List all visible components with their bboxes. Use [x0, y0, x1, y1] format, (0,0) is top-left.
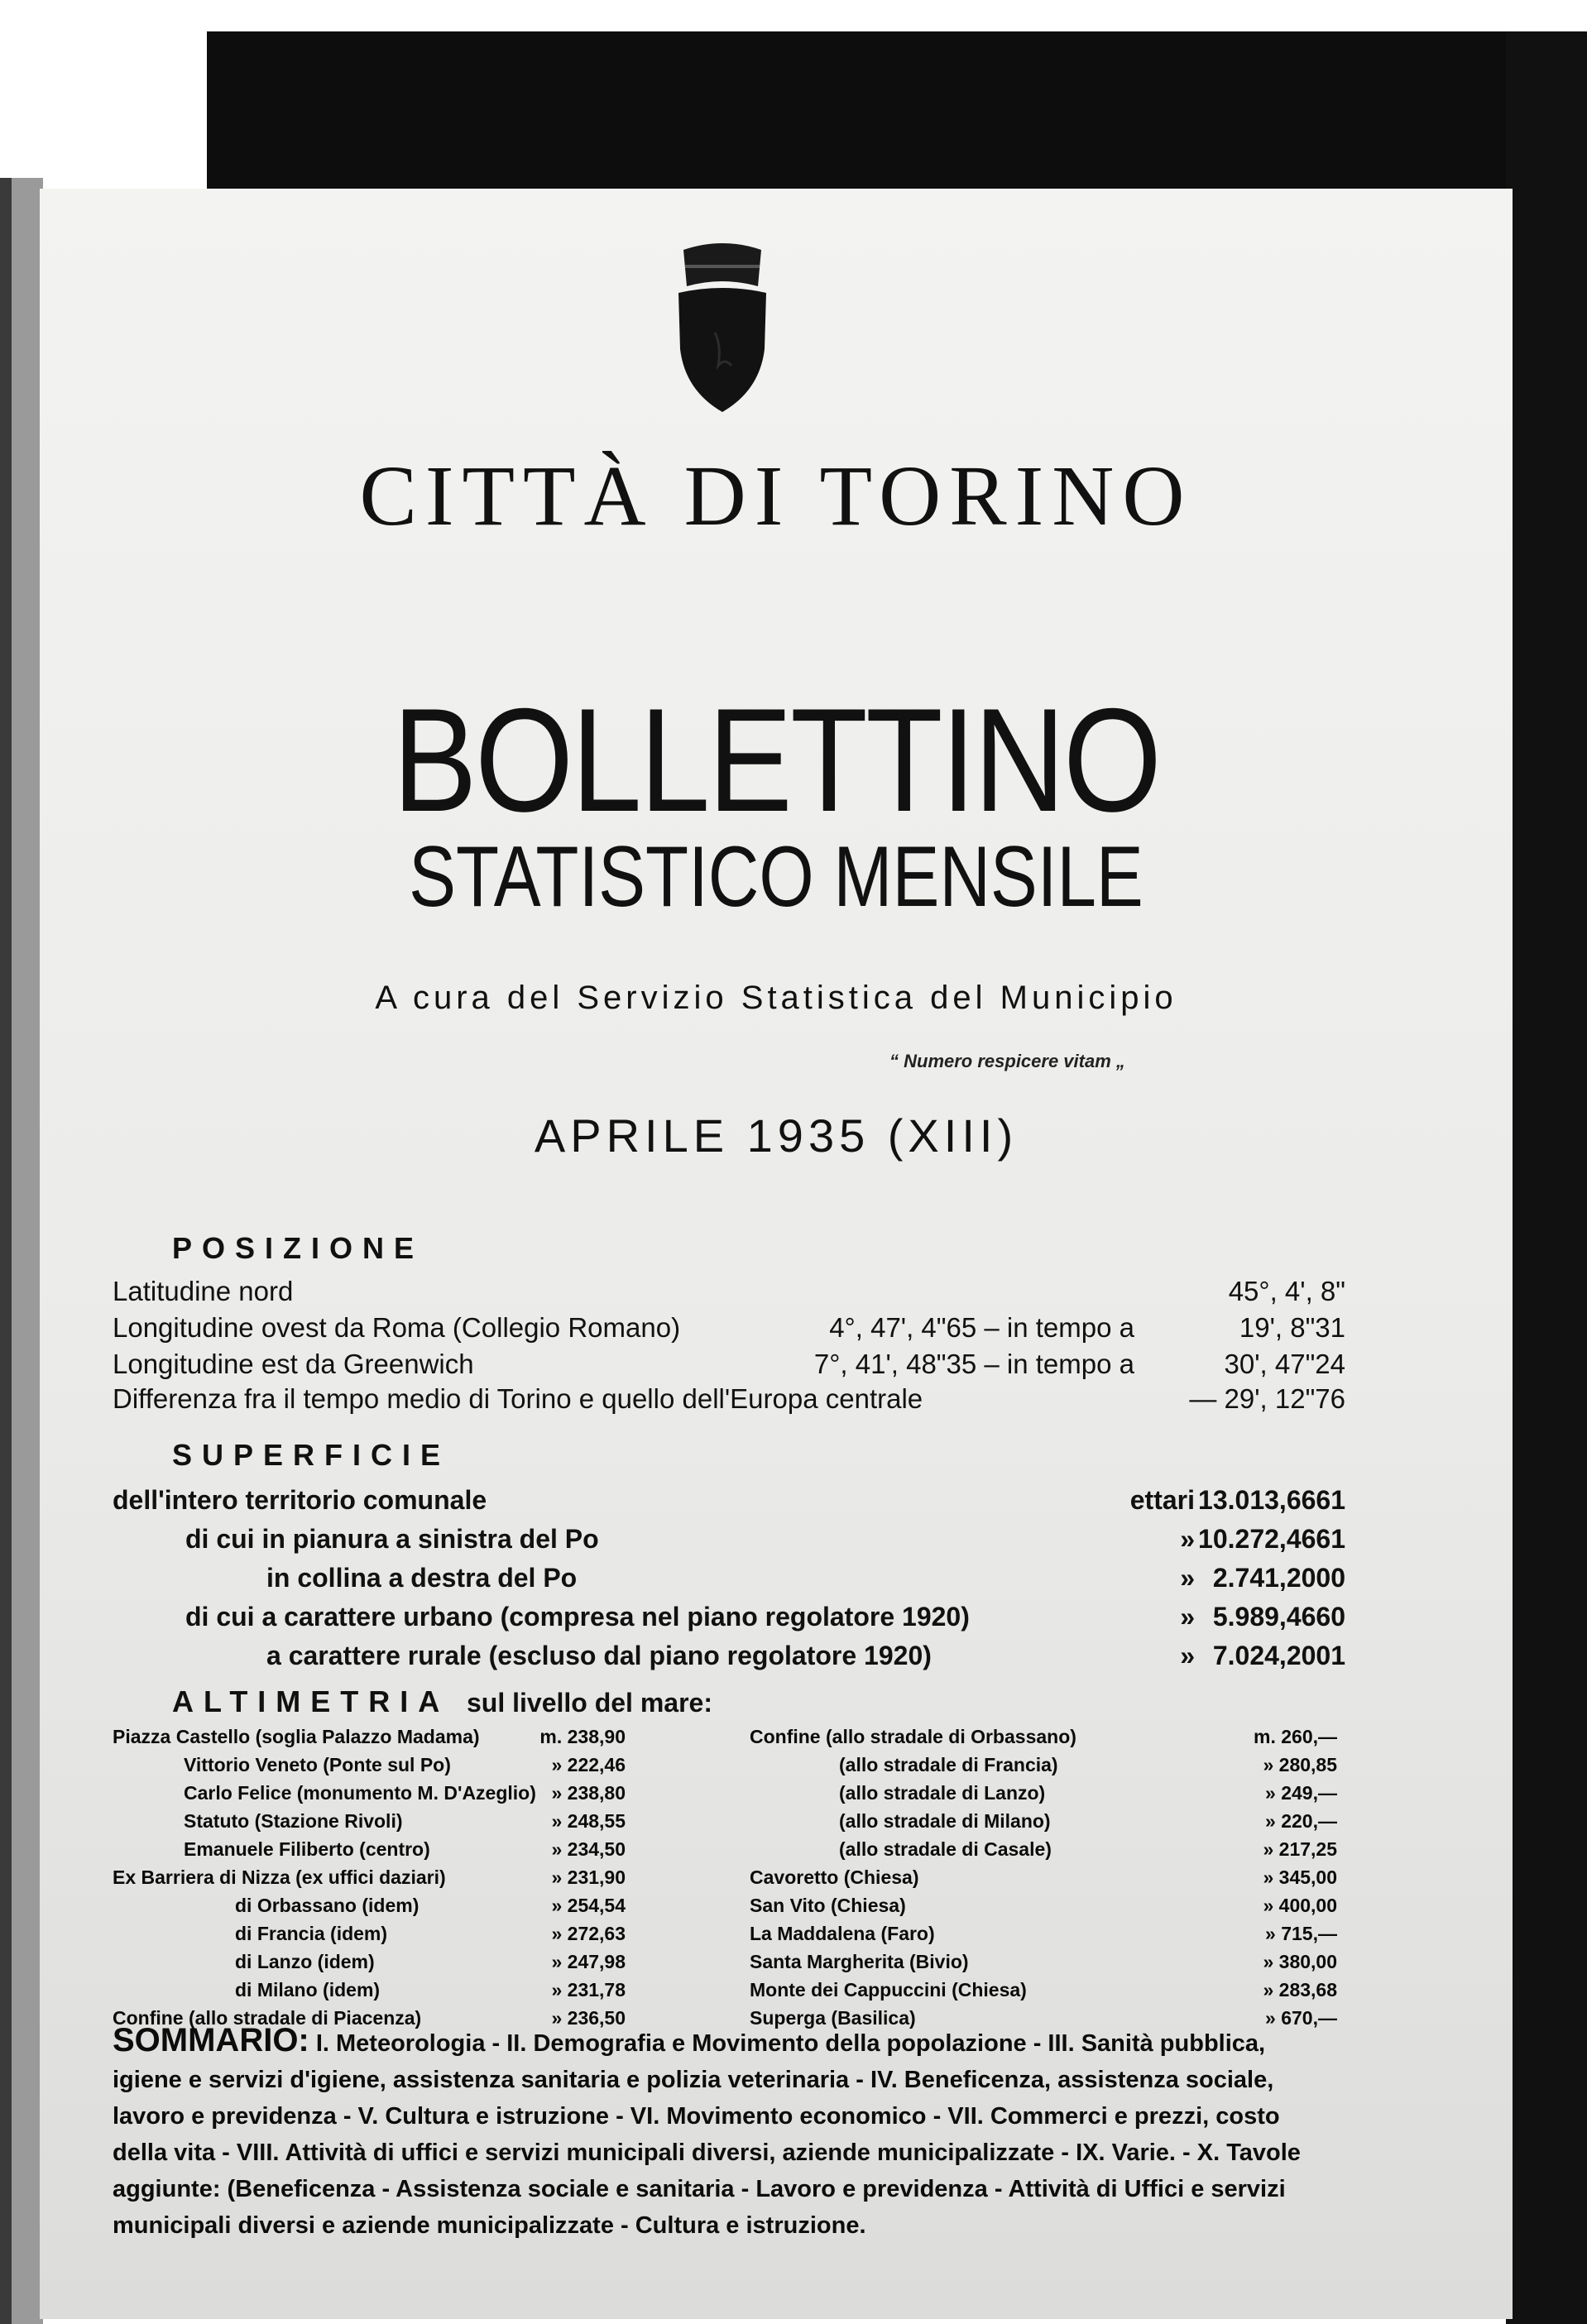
altitude-left-row	[113, 1754, 626, 1782]
row-value: » 272,63	[551, 1923, 626, 1944]
altitude-right-row	[750, 1951, 1337, 1979]
area-row	[113, 1641, 1345, 1679]
row-value: » 220,—	[1265, 1810, 1337, 1832]
altitude-left-row	[113, 1866, 626, 1895]
altitude-right-row	[750, 1923, 1337, 1951]
row-label: Cavoretto (Chiesa)	[750, 1866, 919, 1888]
row-label: Statuto (Stazione Rivoli)	[184, 1810, 403, 1832]
row-value: » 217,25	[1263, 1838, 1337, 1860]
row-label: di cui a carattere urbano (compresa nel piano regolatore 1920)	[185, 1602, 970, 1632]
row-label: Confine (allo stradale di Piacenza)	[113, 2007, 422, 2029]
row-value: m. 238,90	[539, 1726, 626, 1747]
area-row	[113, 1563, 1345, 1601]
row-value: » 236,50	[551, 2007, 626, 2029]
section-heading-superficie: SUPERFICIE	[172, 1438, 451, 1472]
row-label: Emanuele Filiberto (centro)	[184, 1838, 430, 1860]
row-value: » 670,—	[1265, 2007, 1337, 2029]
row-value: » 222,46	[551, 1754, 626, 1775]
row-detail: 7°, 41', 48"35 – in tempo a	[813, 1349, 1134, 1379]
row-value: 45°, 4', 8"	[1228, 1276, 1345, 1306]
curator-line: A cura del Servizio Statistica del Municipio	[375, 980, 1177, 1016]
row-label: di Orbassano (idem)	[235, 1895, 420, 1916]
issue-date: APRILE 1935 (XIII)	[534, 1109, 1019, 1162]
altitude-right-row	[750, 1726, 1337, 1754]
row-unit: »	[1180, 1524, 1195, 1554]
row-value: 10.272,4661	[1198, 1524, 1345, 1554]
position-row	[113, 1383, 1345, 1420]
altitude-left-row	[113, 1951, 626, 1979]
row-label: Monte dei Cappuccini (Chiesa)	[750, 1979, 1027, 2001]
row-label: Ex Barriera di Nizza (ex uffici daziari)	[113, 1866, 446, 1888]
row-label: di Milano (idem)	[235, 1979, 381, 2001]
row-label: (allo stradale di Milano)	[839, 1810, 1051, 1832]
row-unit: ettari	[1129, 1485, 1195, 1515]
altimetria-title: ALTIMETRIA	[172, 1684, 448, 1718]
scan-frame-right	[1506, 31, 1587, 2324]
row-value: 13.013,6661	[1198, 1485, 1345, 1515]
publication-subtitle: STATISTICO MENSILE	[409, 829, 1144, 925]
motto: “ Numero respicere vitam „	[889, 1051, 1125, 1071]
row-value: » 231,78	[551, 1979, 626, 2001]
row-value: » 715,—	[1265, 1923, 1337, 1944]
row-value: — 29', 12"76	[1189, 1383, 1345, 1414]
row-unit: »	[1180, 1602, 1195, 1632]
scan-frame-top	[207, 31, 1587, 190]
row-value: 5.989,4660	[1212, 1602, 1345, 1632]
row-value: » 234,50	[551, 1838, 626, 1860]
area-row	[113, 1485, 1345, 1523]
publication-title: BOLLETTINO	[392, 678, 1160, 842]
row-label: Vittorio Veneto (Ponte sul Po)	[184, 1754, 451, 1775]
row-label: Superga (Basilica)	[750, 2007, 916, 2029]
row-value: 30', 47"24	[1224, 1349, 1345, 1379]
scan-frame-left-edge	[0, 178, 12, 2324]
row-label: Santa Margherita (Bivio)	[750, 1951, 969, 1972]
altitude-right-row	[750, 1979, 1337, 2007]
altitude-right-row	[750, 1838, 1337, 1866]
row-value: m. 260,—	[1254, 1726, 1337, 1747]
row-label: di Lanzo (idem)	[235, 1951, 375, 1972]
city-title: CITTÀ DI TORINO	[359, 448, 1193, 544]
altitude-right-row	[750, 1754, 1337, 1782]
row-label: San Vito (Chiesa)	[750, 1895, 906, 1916]
altitude-left-row	[113, 1810, 626, 1838]
position-row	[113, 1349, 1345, 1385]
altitude-right-row	[750, 1810, 1337, 1838]
row-value: » 231,90	[551, 1866, 626, 1888]
section-heading-altimetria	[172, 1684, 712, 1719]
row-label: in collina a destra del Po	[266, 1563, 578, 1593]
row-value: » 400,00	[1263, 1895, 1337, 1916]
row-label: dell'intero territorio comunale	[113, 1485, 487, 1515]
section-heading-posizione: POSIZIONE	[172, 1231, 424, 1265]
altitude-left-row	[113, 1895, 626, 1923]
row-value: » 283,68	[1263, 1979, 1337, 2001]
row-value: » 280,85	[1263, 1754, 1337, 1775]
summary-text: I. Meteorologia - II. Demografia e Movimento della popolazione - III. Sanità pubblica, igiene e servizi d'igiene, assistenza sanitaria e polizia veterinaria - IV. Beneficenza, assistenza sociale, lavoro e previdenza - V. Cultura e istruzione - VI. Movimento economico - VII. Commerci e prezzi, costo della vita - VIII. Attività di uffici e servizi municipali diversi, aziende municipalizzate - IX. Varie. - X. Tavole aggiunte: (Beneficenza - Assistenza sociale e sanitaria - Lavoro e previdenza - Attività di Uffici e servizi municipali diversi e aziende municipalizzate - Cultura e istruzione.	[113, 2030, 1301, 2239]
row-label: (allo stradale di Francia)	[839, 1754, 1058, 1775]
summary-block	[113, 2022, 1337, 2244]
altitude-left-row	[113, 1923, 626, 1951]
row-label: (allo stradale di Lanzo)	[839, 1782, 1046, 1804]
area-row	[113, 1524, 1345, 1562]
row-detail: 4°, 47', 4"65 – in tempo a	[829, 1312, 1134, 1343]
row-label: di cui in pianura a sinistra del Po	[185, 1524, 599, 1554]
altitude-right-row	[750, 1866, 1337, 1895]
altitude-right-row	[750, 1895, 1337, 1923]
row-label: Confine (allo stradale di Orbassano)	[750, 1726, 1076, 1747]
row-label: Piazza Castello (soglia Palazzo Madama)	[113, 1726, 480, 1747]
altitude-right-row	[750, 1782, 1337, 1810]
row-value: » 249,—	[1265, 1782, 1337, 1804]
row-label: a carattere rurale (escluso dal piano regolatore 1920)	[266, 1641, 932, 1670]
row-value: 2.741,2000	[1212, 1563, 1345, 1593]
row-label: Carlo Felice (monumento M. D'Azeglio)	[184, 1782, 536, 1804]
altitude-left-row	[113, 1782, 626, 1810]
row-label: di Francia (idem)	[235, 1923, 388, 1944]
row-label: Differenza fra il tempo medio di Torino e quello dell'Europa centrale	[113, 1383, 923, 1414]
row-label: La Maddalena (Faro)	[750, 1923, 935, 1944]
row-value: » 380,00	[1263, 1951, 1337, 1972]
position-row	[113, 1312, 1345, 1349]
row-value: » 247,98	[551, 1951, 626, 1972]
altitude-left-row	[113, 1838, 626, 1866]
row-label: Latitudine nord	[113, 1276, 294, 1306]
row-value: » 345,00	[1263, 1866, 1337, 1888]
altitude-left-row	[113, 1726, 626, 1754]
row-label: Longitudine ovest da Roma (Collegio Romano)	[113, 1312, 681, 1343]
row-value: 19', 8"31	[1239, 1312, 1345, 1343]
row-value: » 254,54	[551, 1895, 626, 1916]
row-value: 7.024,2001	[1212, 1641, 1345, 1670]
area-row	[113, 1602, 1345, 1640]
row-value: » 248,55	[551, 1810, 626, 1832]
altimetria-subtitle: sul livello del mare:	[466, 1688, 712, 1718]
altitude-left-row	[113, 1979, 626, 2007]
row-label: Longitudine est da Greenwich	[113, 1349, 474, 1379]
row-value: » 238,80	[551, 1782, 626, 1804]
row-unit: »	[1180, 1563, 1195, 1593]
summary-heading: SOMMARIO:	[113, 2022, 309, 2058]
row-label: (allo stradale di Casale)	[839, 1838, 1052, 1860]
coat-of-arms-icon	[667, 242, 778, 415]
row-unit: »	[1180, 1641, 1195, 1670]
position-row	[113, 1276, 1345, 1312]
